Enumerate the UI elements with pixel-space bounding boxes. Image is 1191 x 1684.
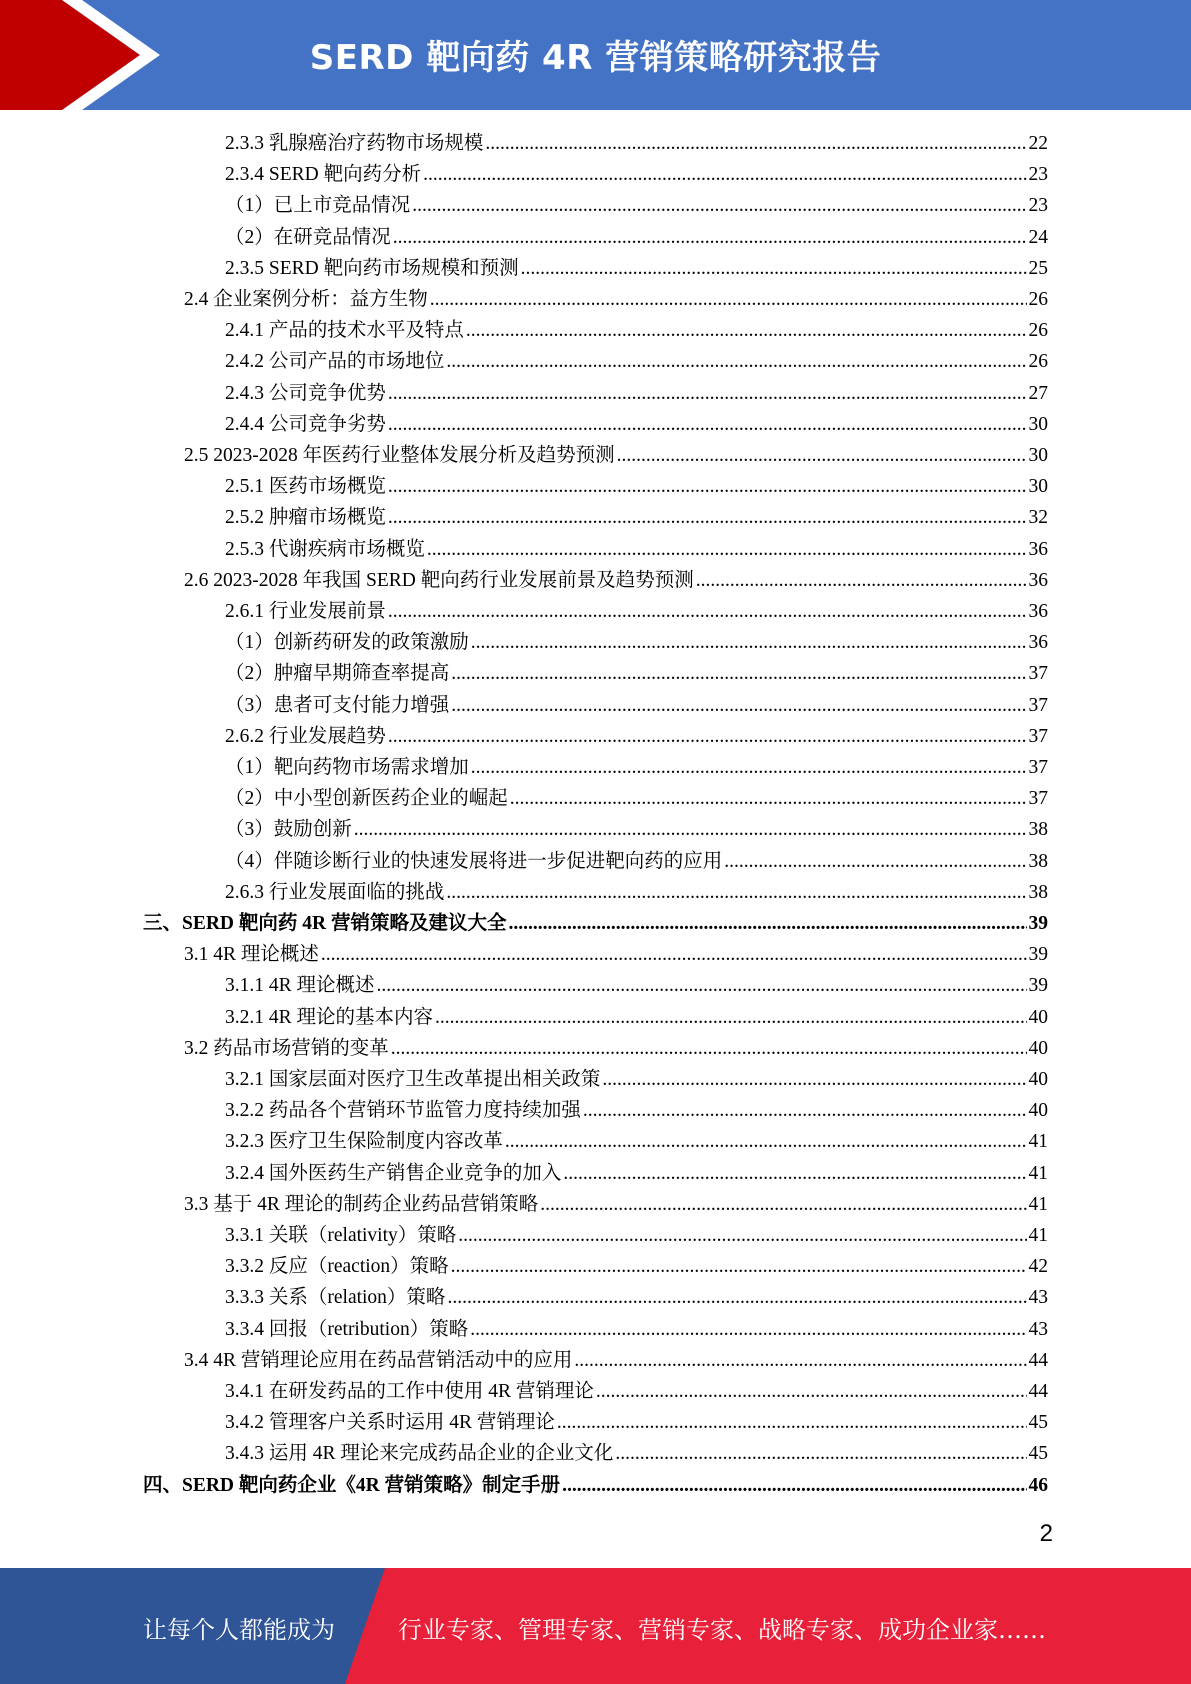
toc-entry-title: 3.2.1 4R 理论的基本内容 [225, 1006, 434, 1028]
toc-entry-title: （1）创新药研发的政策激励 [225, 632, 469, 654]
toc-entry-title: 3.2.4 国外医药生产销售企业竞争的加入 [225, 1162, 562, 1184]
toc-entry[interactable] [225, 159, 1048, 190]
toc-dot-leader [602, 1064, 1026, 1095]
toc-entry-title: 3.1.1 4R 理论概述 [225, 975, 375, 997]
toc-entry-title: 2.4.1 产品的技术水平及特点 [225, 320, 464, 342]
toc-entry[interactable] [225, 690, 1048, 721]
toc-dot-leader [388, 721, 1027, 752]
toc-entry[interactable] [225, 534, 1048, 565]
toc-entry[interactable] [225, 1064, 1048, 1095]
toc-entry-page-number: 45 [1028, 1412, 1048, 1434]
toc-entry[interactable] [184, 440, 1048, 471]
footer-slogan-left: 让每个人都能成为 [143, 1616, 335, 1644]
toc-entry[interactable] [225, 783, 1048, 814]
toc-entry-title: 3.3 基于 4R 理论的制药企业药品营销策略 [184, 1193, 539, 1215]
toc-entry-page-number: 41 [1028, 1225, 1048, 1246]
toc-entry-page-number: 36 [1028, 601, 1048, 622]
toc-dot-leader [505, 1126, 1027, 1157]
report-title: SERD 靶向药 4R 营销策略研究报告 [309, 38, 882, 78]
toc-entry-title: 3.4.3 运用 4R 理论来完成药品企业的企业文化 [225, 1443, 614, 1465]
toc-entry[interactable] [225, 1095, 1048, 1126]
toc-entry[interactable] [225, 471, 1048, 502]
toc-dot-leader [430, 284, 1027, 315]
toc-entry-page-number: 37 [1028, 694, 1048, 716]
toc-entry-page-number: 30 [1028, 476, 1048, 498]
toc-dot-leader [377, 970, 1027, 1001]
toc-dot-leader [574, 1345, 1026, 1376]
toc-dot-leader [615, 1438, 1026, 1469]
toc-entry[interactable] [225, 1282, 1048, 1313]
toc-entry-title: 三、SERD 靶向药 4R 营销策略及建议大全 [143, 913, 507, 934]
toc-entry-page-number: 36 [1028, 632, 1048, 654]
toc-entry[interactable] [225, 877, 1048, 908]
toc-entry-title: 2.6 2023-2028 年我国 SERD 靶向药行业发展前景及趋势预测 [184, 569, 694, 591]
toc-entry-title: （2）中小型创新医药企业的崛起 [225, 788, 508, 810]
toc-entry[interactable] [225, 721, 1048, 752]
toc-dot-leader [508, 908, 1026, 939]
toc-entry-page-number: 26 [1028, 351, 1048, 373]
toc-entry-page-number: 38 [1028, 819, 1048, 841]
footer-slogan-right: 行业专家、管理专家、营销专家、战略专家、成功企业家…… [398, 1616, 1046, 1644]
toc-entry-title: 2.6.3 行业发展面临的挑战 [225, 881, 445, 903]
toc-entry[interactable] [225, 253, 1048, 284]
toc-dot-leader [388, 596, 1027, 627]
toc-dot-leader [471, 752, 1027, 783]
toc-entry-title: 2.3.5 SERD 靶向药市场规模和预测 [225, 257, 519, 279]
toc-dot-leader [540, 1189, 1026, 1220]
toc-entry-title: （3）鼓励创新 [225, 819, 352, 841]
toc-dot-leader [388, 409, 1027, 440]
toc-entry[interactable] [184, 1033, 1048, 1064]
toc-entry-title: 3.2 药品市场营销的变革 [184, 1037, 389, 1059]
toc-entry[interactable] [225, 1158, 1048, 1189]
toc-entry[interactable] [225, 1314, 1048, 1345]
toc-entry-page-number: 32 [1028, 507, 1048, 529]
toc-entry-page-number: 44 [1028, 1349, 1048, 1371]
toc-entry[interactable] [225, 409, 1048, 440]
toc-entry-page-number: 23 [1028, 195, 1048, 217]
toc-dot-leader [446, 877, 1026, 908]
page-header [0, 0, 1191, 110]
toc-dot-leader [388, 378, 1027, 409]
toc-entry-page-number: 38 [1028, 850, 1048, 872]
toc-entry-title: 2.5.3 代谢疾病市场概览 [225, 538, 425, 560]
toc-entry[interactable] [184, 284, 1048, 315]
toc-entry-title: 2.3.4 SERD 靶向药分析 [225, 164, 422, 186]
toc-entry-title: 2.5.1 医药市场概览 [225, 476, 386, 498]
toc-entry[interactable] [184, 565, 1048, 596]
toc-dot-leader [393, 222, 1027, 253]
toc-entry[interactable] [184, 939, 1048, 970]
toc-dot-leader [451, 1251, 1027, 1282]
toc-entry-title: （2）肿瘤早期筛查率提高 [225, 663, 450, 685]
toc-dot-leader [412, 190, 1026, 221]
toc-entry[interactable] [143, 908, 1048, 939]
toc-entry-page-number: 36 [1028, 538, 1048, 560]
toc-entry-title: 2.4.4 公司竞争劣势 [225, 413, 386, 435]
toc-entry[interactable] [225, 502, 1048, 533]
toc-entry-page-number: 23 [1028, 164, 1048, 186]
toc-entry-title: 3.4 4R 营销理论应用在药品营销活动中的应用 [184, 1349, 573, 1371]
toc-entry-page-number: 36 [1028, 569, 1048, 591]
toc-entry-page-number: 26 [1028, 289, 1048, 310]
toc-entry-page-number: 40 [1028, 1037, 1048, 1059]
toc-dot-leader [617, 440, 1027, 471]
toc-entry[interactable] [225, 378, 1048, 409]
toc-dot-leader [562, 1470, 1026, 1501]
toc-entry-page-number: 26 [1028, 320, 1048, 342]
toc-entry-title: 3.2.2 药品各个营销环节监管力度持续加强 [225, 1100, 581, 1122]
toc-entry-page-number: 39 [1028, 975, 1048, 997]
toc-dot-leader [447, 1282, 1026, 1313]
toc-entry-page-number: 37 [1028, 725, 1048, 747]
toc-dot-leader [427, 534, 1027, 565]
toc-dot-leader [485, 128, 1026, 159]
toc-entry-page-number: 30 [1028, 413, 1048, 435]
toc-entry-page-number: 37 [1028, 663, 1048, 685]
toc-entry-page-number: 37 [1028, 757, 1048, 778]
page-number: 2 [1039, 1520, 1053, 1547]
toc-entry[interactable] [225, 1251, 1048, 1282]
toc-entry[interactable] [225, 128, 1048, 159]
toc-entry-title: （1）已上市竞品情况 [225, 195, 411, 217]
toc-entry-title: 2.5 2023-2028 年医药行业整体发展分析及趋势预测 [184, 445, 615, 466]
toc-dot-leader [466, 315, 1027, 346]
toc-entry-title: 2.6.2 行业发展趋势 [225, 725, 386, 747]
toc-entry-title: （4）伴随诊断行业的快速发展将进一步促进靶向药的应用 [225, 850, 723, 872]
toc-dot-leader [583, 1095, 1027, 1126]
toc-entry-title: 3.4.1 在研发药品的工作中使用 4R 营销理论 [225, 1381, 594, 1402]
toc-entry-page-number: 37 [1028, 788, 1048, 810]
toc-entry[interactable] [225, 970, 1048, 1001]
toc-entry-page-number: 41 [1028, 1131, 1048, 1153]
toc-entry[interactable] [225, 814, 1048, 845]
toc-entry[interactable] [184, 1189, 1048, 1220]
toc-dot-leader [521, 253, 1027, 284]
toc-entry-page-number: 40 [1028, 1100, 1048, 1122]
page-footer [0, 1568, 1191, 1684]
toc-dot-leader [557, 1407, 1027, 1438]
toc-entry-page-number: 41 [1028, 1193, 1048, 1215]
toc-entry-title: （1）靶向药物市场需求增加 [225, 757, 469, 778]
toc-entry[interactable] [225, 1002, 1048, 1033]
toc-entry[interactable] [225, 1220, 1048, 1251]
toc-entry[interactable] [225, 222, 1048, 253]
toc-dot-leader [391, 1033, 1027, 1064]
toc-entry[interactable] [225, 190, 1048, 221]
toc-dot-leader [388, 502, 1027, 533]
toc-entry-page-number: 43 [1028, 1287, 1048, 1309]
toc-entry-title: 2.6.1 行业发展前景 [225, 601, 386, 622]
toc-entry[interactable] [225, 1438, 1048, 1469]
toc-dot-leader [471, 627, 1027, 658]
toc-dot-leader [458, 1220, 1026, 1251]
toc-entry[interactable] [225, 1126, 1048, 1157]
toc-entry-title: 2.4.3 公司竞争优势 [225, 382, 386, 404]
toc-entry[interactable] [184, 1345, 1048, 1376]
toc-entry-page-number: 46 [1028, 1474, 1048, 1496]
toc-entry[interactable] [225, 1407, 1048, 1438]
toc-entry[interactable] [225, 627, 1048, 658]
toc-dot-leader [724, 846, 1026, 877]
toc-entry-page-number: 43 [1028, 1318, 1048, 1340]
toc-entry[interactable] [225, 315, 1048, 346]
toc-entry-page-number: 24 [1028, 226, 1048, 248]
toc-entry-title: 2.4.2 公司产品的市场地位 [225, 351, 445, 373]
toc-entry-title: 3.3.1 关联（relativity）策略 [225, 1225, 457, 1246]
toc-entry[interactable] [225, 846, 1048, 877]
toc-entry-title: 3.2.1 国家层面对医疗卫生改革提出相关政策 [225, 1069, 601, 1090]
toc-dot-leader [354, 814, 1027, 845]
toc-dot-leader [321, 939, 1027, 970]
toc-entry[interactable] [225, 752, 1048, 783]
toc-entry-page-number: 25 [1028, 257, 1048, 279]
toc-entry[interactable] [143, 1470, 1048, 1501]
toc-entry-page-number: 41 [1028, 1162, 1048, 1184]
toc-entry-title: 2.4 企业案例分析：益方生物 [184, 289, 428, 310]
toc-dot-leader [435, 1002, 1026, 1033]
toc-entry[interactable] [225, 1376, 1048, 1407]
toc-entry-page-number: 42 [1028, 1256, 1048, 1278]
toc-dot-leader [451, 690, 1026, 721]
toc-dot-leader [451, 658, 1026, 689]
toc-entry-page-number: 27 [1028, 382, 1048, 404]
toc-entry[interactable] [225, 596, 1048, 627]
toc-entry-title: （2）在研竞品情况 [225, 226, 391, 248]
toc-dot-leader [470, 1314, 1026, 1345]
toc-dot-leader [446, 346, 1026, 377]
toc-entry-title: （3）患者可支付能力增强 [225, 694, 450, 716]
toc-entry-page-number: 40 [1028, 1006, 1048, 1028]
toc-entry-page-number: 39 [1028, 944, 1048, 966]
toc-entry-page-number: 39 [1028, 913, 1048, 934]
toc-entry-page-number: 40 [1028, 1069, 1048, 1090]
toc-entry-page-number: 45 [1028, 1443, 1048, 1465]
toc-entry-title: 四、SERD 靶向药企业《4R 营销策略》制定手册 [143, 1474, 561, 1496]
toc-entry[interactable] [225, 658, 1048, 689]
toc-entry-title: 3.4.2 管理客户关系时运用 4R 营销理论 [225, 1412, 555, 1434]
toc-entry-title: 3.1 4R 理论概述 [184, 944, 319, 966]
toc-entry-page-number: 30 [1028, 445, 1048, 466]
toc-dot-leader [510, 783, 1027, 814]
toc-entry[interactable] [225, 346, 1048, 377]
toc-dot-leader [596, 1376, 1027, 1407]
toc-entry-title: 2.5.2 肿瘤市场概览 [225, 507, 386, 529]
toc-dot-leader [423, 159, 1026, 190]
toc-dot-leader [563, 1158, 1026, 1189]
toc-entry-page-number: 44 [1028, 1381, 1048, 1402]
toc-dot-leader [696, 565, 1027, 596]
toc-entry-title: 3.3.4 回报（retribution）策略 [225, 1318, 469, 1340]
toc-dot-leader [388, 471, 1027, 502]
toc-entry-title: 2.3.3 乳腺癌治疗药物市场规模 [225, 133, 484, 154]
toc-entry-title: 3.3.2 反应（reaction）策略 [225, 1256, 449, 1278]
toc-entry-title: 3.2.3 医疗卫生保险制度内容改革 [225, 1131, 503, 1153]
toc-entry-page-number: 38 [1028, 881, 1048, 903]
toc-entry-title: 3.3.3 关系（relation）策略 [225, 1287, 446, 1309]
toc-entry-page-number: 22 [1028, 133, 1048, 154]
